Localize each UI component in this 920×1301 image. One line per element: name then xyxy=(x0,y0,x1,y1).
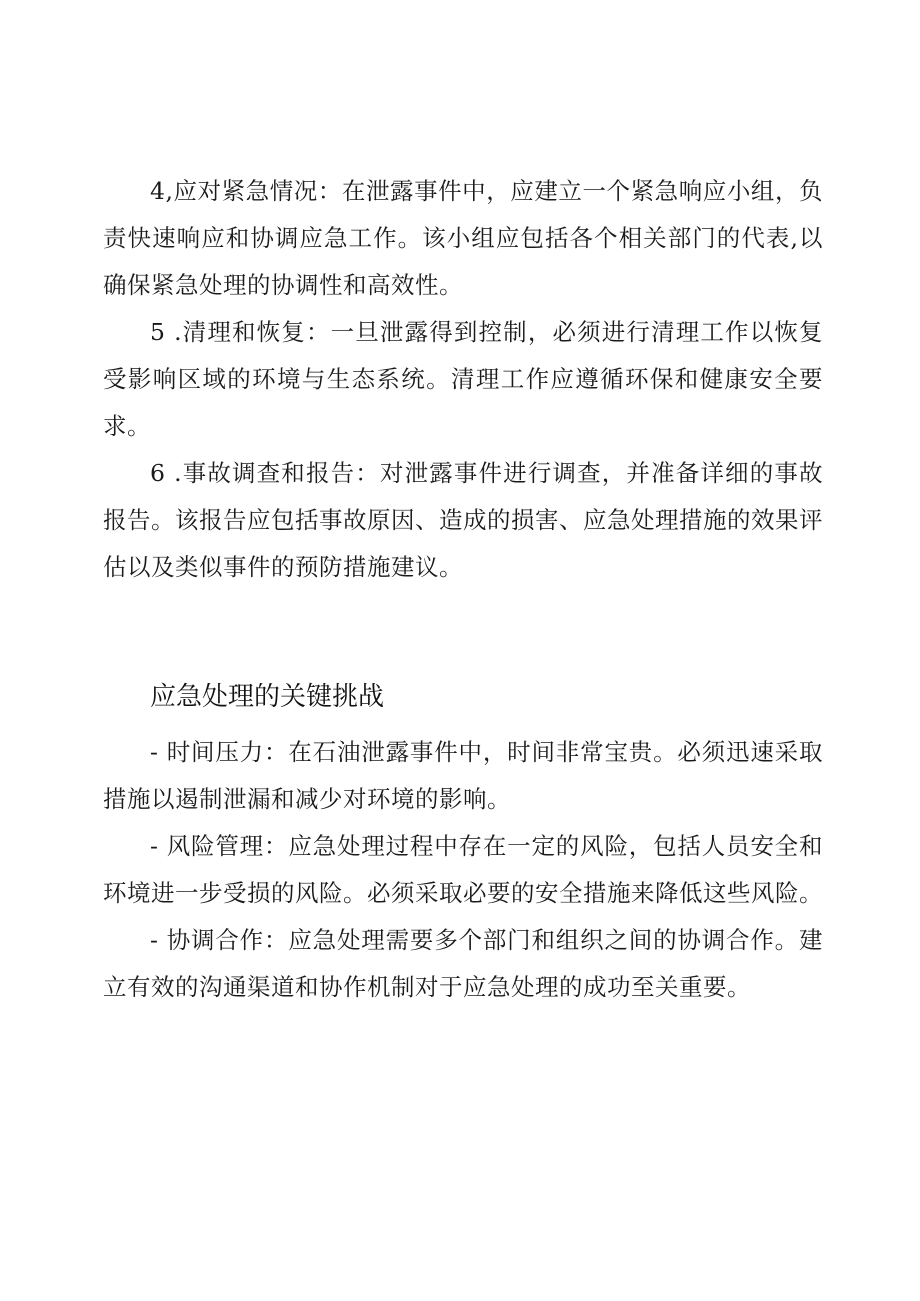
paragraph-emergency-response: 4,应对紧急情况：在泄露事件中，应建立一个紧急响应小组，负责快速响应和协调应急工作。该小组应包括各个相关部门的代表,以确保紧急处理的协调性和高效性。 xyxy=(103,177,823,299)
section-spacer xyxy=(103,591,823,671)
paragraph-cleanup-recovery: 5 .清理和恢复：一旦泄露得到控制，必须进行清理工作以恢复受影响区域的环境与生态系统。清理工作应遵循环保和健康安全要求。 xyxy=(103,318,823,440)
section-heading: 应急处理的关键挑战 xyxy=(150,682,385,712)
challenge-coordination: - 协调合作：应急处理需要多个部门和组织之间的协调合作。建立有效的沟通渠道和协作机制对于应急处理的成功至关重要。 xyxy=(103,926,823,1001)
challenge-time-pressure: - 时间压力：在石油泄露事件中，时间非常宝贵。必须迅速采取措施以遏制泄漏和减少对环境的影响。 xyxy=(103,738,823,813)
paragraph-investigation-report: 6 .事故调查和报告：对泄露事件进行调查，并准备详细的事故报告。该报告应包括事故原因、造成的损害、应急处理措施的效果评估以及类似事件的预防措施建议。 xyxy=(103,459,823,581)
challenge-risk-management: - 风险管理：应急处理过程中存在一定的风险，包括人员安全和环境进一步受损的风险。必须采取必要的安全措施来降低这些风险。 xyxy=(103,832,823,907)
document-body xyxy=(103,168,823,1011)
